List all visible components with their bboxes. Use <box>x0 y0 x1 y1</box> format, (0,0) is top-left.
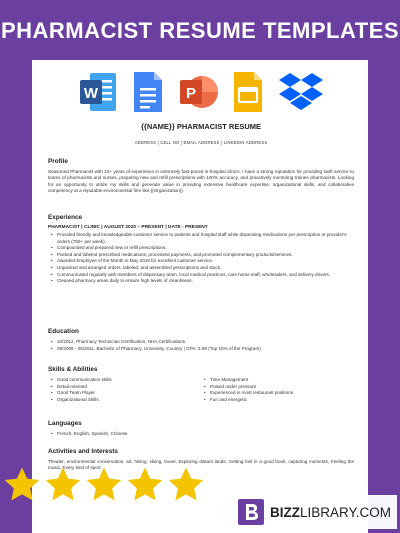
bizzlibrary-logo[interactable] <box>236 495 397 529</box>
profile-heading: Profile <box>48 158 68 165</box>
contact-line: ADDRESS | CELL NO | EMAIL ADDRESS | LINKEDIN ADDRESS <box>134 140 268 145</box>
list-item: • Organizational Skills <box>57 397 201 404</box>
dropbox-icon[interactable] <box>278 70 324 114</box>
list-item: • Communicated regularly with members of dispensary team, local medical practices, care home staff, wholesalers, and delivery drivers. <box>57 272 354 279</box>
star-icon <box>2 465 42 505</box>
list-item: • Cleaned pharmacy areas daily to ensure high levels of cleanliness. <box>57 278 354 285</box>
resume-title: {{NAME}} PHARMACIST RESUME <box>140 122 261 131</box>
list-item: • Detail-oriented <box>57 384 201 391</box>
page-title: PHARMACIST RESUME TEMPLATES <box>0 18 400 43</box>
star-rating <box>0 450 207 520</box>
list-item: • 09/2008 - 05/2011, Bachelor of Pharmacy, University, Country | GPA: 3.99 (Top 10% of the Program) <box>57 346 354 353</box>
star-icon <box>43 465 83 505</box>
list-item: • Packed and labeled prescribed medications, processed payments, and promoted complementary products/services. <box>57 252 354 259</box>
list-item: • Good Team Player <box>57 390 201 397</box>
languages-heading: Languages <box>48 420 82 427</box>
list-item: • Unpacked and arranged orders, labeled, and assembled prescriptions and stock. <box>57 265 354 272</box>
list-item: • French, English, Spanish, Chinese <box>57 431 354 438</box>
word-icon[interactable] <box>78 70 118 114</box>
skills-section <box>48 366 354 403</box>
activities-text: Theater, environmental conservation, art, hiking, skiing, travel, Exploring distant lands, Getting lost in a good book, capturing moments, Feeling the music, Every kind of sport <box>48 459 354 471</box>
star-icon <box>125 465 165 505</box>
education-heading: Education <box>48 328 79 335</box>
list-item: • Provided friendly and knowledgeable customer service to patients and hospital staff while dispensing medications per prescription or provider's orders (750+ per week). <box>57 232 354 245</box>
skills-list-right <box>201 377 354 403</box>
profile-text: Seasoned Pharmacist with 10+ years of experience in extremely fast-paced in-hospital clinics. I have a strong reputation for providing swift service to teams of pharmacists and nurses, preparing new and refill prescriptions with 100% accuracy, and proactively mentoring trainee pharmacists. Looking for an opportunity to utilize my skills and generate value in providing extensive healthcare expertise, organizational skills, and collaborative competency at a reputable environmental firm like {{Organization}}. <box>48 169 354 194</box>
format-icons <box>48 70 354 114</box>
list-item: • Good communication skills <box>57 377 201 384</box>
languages-section <box>48 420 354 438</box>
powerpoint-icon[interactable] <box>178 70 218 114</box>
bizzlibrary-logo-icon <box>238 499 264 525</box>
star-icon <box>166 465 206 505</box>
experience-heading: Experience <box>48 214 83 221</box>
list-item: • Experienced in most restaurant positions <box>210 390 354 397</box>
google-docs-icon[interactable] <box>132 70 164 114</box>
activities-heading: Activities and Interests <box>48 448 118 455</box>
google-slides-icon[interactable] <box>232 70 264 114</box>
skills-heading: Skills & Abilities <box>48 366 98 373</box>
svg-text:P: P <box>185 85 197 102</box>
star-icon <box>84 465 124 505</box>
list-item: • Fun and energetic <box>210 397 354 404</box>
experience-list <box>48 232 354 285</box>
skills-list-left <box>48 377 201 403</box>
list-item: • Poised under pressure <box>210 384 354 391</box>
languages-list <box>48 431 354 438</box>
bizzlibrary-logo-text: BIZZLIBRARY.COM <box>270 504 392 520</box>
education-list <box>48 339 354 352</box>
page-banner <box>0 0 400 62</box>
experience-section <box>48 214 354 285</box>
list-item: • Compounded and prepared new or refill prescriptions. <box>57 245 354 252</box>
education-section <box>48 328 354 352</box>
profile-section <box>48 158 354 195</box>
job-title-line: PHARMACIST | CLINIC | AUGUST 2020 – PRESENT | DATE - PRESENT <box>48 225 208 230</box>
list-item: • Awarded Employee of the Month in May 2019 for excellent customer service. <box>57 258 354 265</box>
list-item: • Time Management <box>210 377 354 384</box>
list-item: • 10/2012, Pharmacy Technician Certification, NHA Certifications <box>57 339 354 346</box>
svg-text:W: W <box>83 85 99 102</box>
